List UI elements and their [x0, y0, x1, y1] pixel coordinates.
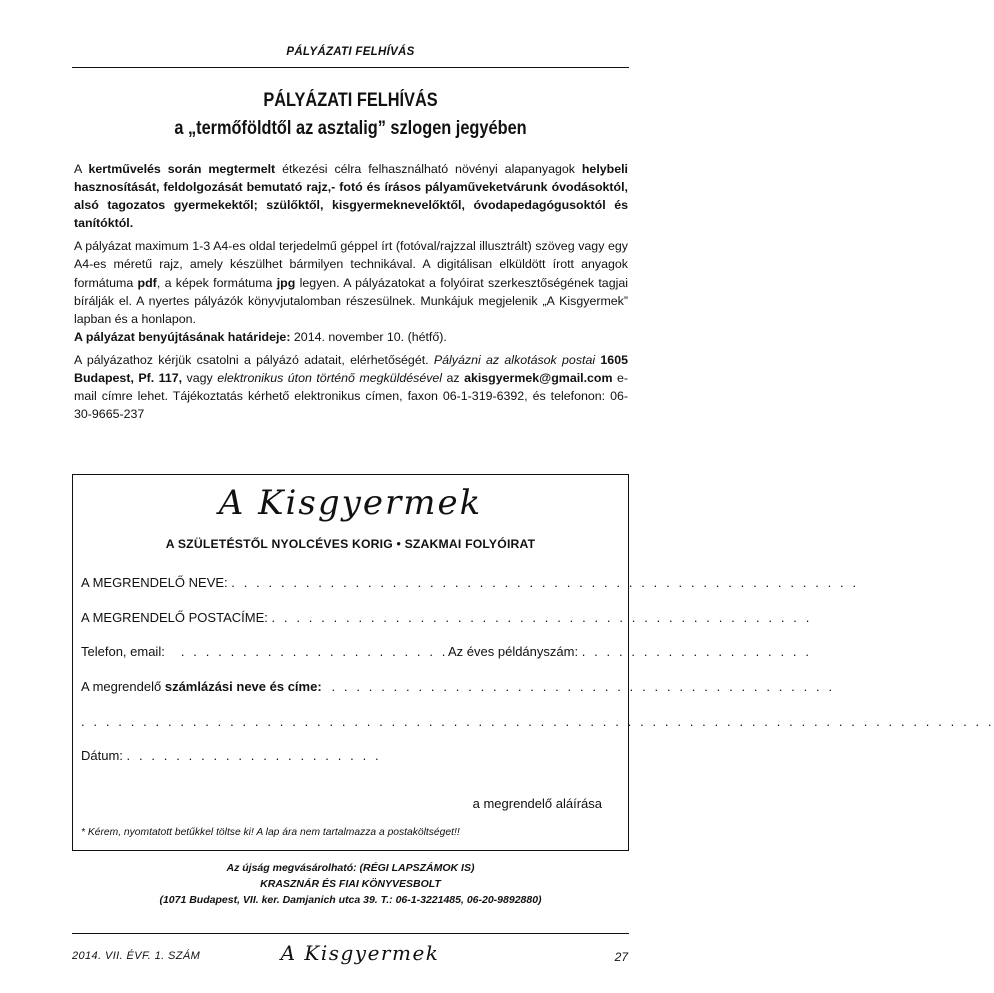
name-field[interactable]	[81, 575, 859, 590]
dot-leader: . . . . . . . . . . . . . . . . . . . . . . . . . . . . . . . . . . . . . . . . . . . .	[271, 610, 812, 625]
order-form	[72, 474, 994, 851]
store-info-line-3: (1071 Budapest, VII. ker. Damjanich utca 39. T.: 06-1-3221485, 06-20-9892880)	[159, 894, 542, 906]
billing-field[interactable]	[81, 679, 835, 694]
paragraph-contact	[74, 351, 628, 423]
dot-leader: . . . . . . . . . . . . . . . . . . . . .	[126, 748, 382, 763]
deadline-value: 2014. november 10. (hétfő).	[290, 329, 447, 344]
copies-label: Az éves példányszám:	[448, 644, 579, 659]
text: e-mail címre lehet. Tájékoztatás kérhető elektronikus címen, faxon 06-1-319-6392, és telefonon: 06-30-9665-237	[74, 371, 628, 422]
store-info-line-2: KRASZNÁR ÉS FIAI KÖNYVESBOLT	[260, 878, 441, 890]
page-subtitle: a „termőföldtől az asztalig” szlogen jegyében	[174, 118, 527, 139]
dot-leader: . . . . . . . . . . . . . . . . . . . . . . . . . . . . . . . . . . . . . . . . . . . . . . . . . . .	[231, 575, 859, 590]
dot-leader: . . . . . . . . . . . . . . . . . . . . . . . . . . . . . . . . . . . . . . . . . . . . . . . . . . . . . . . . . . . . . . . . . . . . . . . . . .	[81, 714, 994, 729]
form-brand-logo: A Kisgyermek	[218, 483, 483, 523]
text: A pályázat maximum 1-3 A4-es oldal terjedelmű géppel írt (fotóval/rajzzal illusztrált) szöveg vagy egy A4-es méretű rajz, amely készülhet bármilyen technikával. A digitálisan elküldött írott anyagok formátuma	[74, 239, 628, 290]
dot-leader: . . . . . . . . . . . . . . . . . . .	[581, 644, 812, 659]
italic-text: Pályázni az alkotások postai	[433, 352, 596, 367]
billing-prefix: A megrendelő	[81, 679, 165, 694]
dot-leader: . . . . . . . . . . . . . . . . . . . . . .	[168, 644, 448, 659]
paragraph-format	[74, 237, 628, 346]
phone-copies-field[interactable]	[81, 644, 812, 659]
deadline-label: A pályázat benyújtásának határideje:	[74, 329, 291, 344]
address-label: A MEGRENDELŐ POSTACÍME:	[81, 610, 268, 625]
footer-rule	[72, 933, 629, 934]
text: A	[74, 162, 89, 176]
date-label: Dátum:	[81, 748, 123, 763]
bold-text: jpg	[276, 275, 296, 290]
announcement-body	[74, 160, 628, 428]
page-number: 27	[614, 950, 628, 964]
form-tagline: A SZÜLETÉSTŐL NYOLCÉVES KORIG • SZAKMAI FOLYÓIRAT	[165, 537, 536, 551]
address-field[interactable]	[81, 610, 812, 625]
header-rule	[72, 67, 629, 68]
store-info-line-1: Az újság megvásárolható: (RÉGI LAPSZÁMOK IS)	[226, 862, 475, 874]
issue-label: 2014. VII. ÉVF. 1. SZÁM	[72, 950, 201, 962]
text: vagy	[182, 371, 218, 386]
billing-label: számlázási neve és címe:	[164, 679, 322, 694]
italic-text: elektronikus úton történő megküldésével	[217, 371, 443, 386]
date-field[interactable]	[81, 748, 622, 763]
bold-text: kertművelés során megtermelt	[88, 162, 276, 176]
paragraph-intro	[74, 160, 628, 232]
email-address: akisgyermek@gmail.com	[464, 371, 613, 386]
name-label: A MEGRENDELŐ NEVE:	[81, 575, 228, 590]
text: étkezési célra felhasználható növényi alapanyagok	[275, 162, 582, 176]
bold-text: pdf	[137, 275, 157, 290]
postal-address: 1605 Budapest, Pf. 117,	[74, 352, 628, 386]
page-title: PÁLYÁZATI FELHÍVÁS	[263, 90, 438, 111]
text: az	[442, 371, 465, 386]
billing-continuation-field[interactable]	[81, 714, 994, 729]
footer-brand-logo: A Kisgyermek	[280, 941, 440, 965]
phone-label: Telefon, email:	[81, 644, 165, 659]
bold-text: helybeli hasznosítását, feldolgozását bemutató rajz,- fotó és írásos pályaműveketvárunk óvodásoktól, alsó tagozatos gyermekektől; szülőktől, kisgyermeknevelőktől, óvodapedagógusoktól és tanítóktól.	[74, 162, 628, 231]
signature-label: a megrendelő aláírása	[472, 796, 602, 811]
text: , a képek formátuma	[156, 275, 277, 290]
text: legyen. A pályázatokat a folyóirat szerkesztőségének tagjai bírálják el. A nyertes pályázók könyvjutalomban részesülnek. Munkájuk megjelenik „A Kisgyermek” lapban és a honlapon.	[74, 275, 628, 326]
dot-leader: . . . . . . . . . . . . . . . . . . . . . . . . . . . . . . . . . . . . . . . . .	[325, 679, 835, 694]
text: A pályázathoz kérjük csatolni a pályázó adatait, elérhetőségét.	[74, 352, 434, 367]
form-note: * Kérem, nyomtatott betűkkel töltse ki! A lap ára nem tartalmazza a postaköltséget!!	[81, 827, 460, 838]
running-head: PÁLYÁZATI FELHÍVÁS	[286, 46, 415, 58]
